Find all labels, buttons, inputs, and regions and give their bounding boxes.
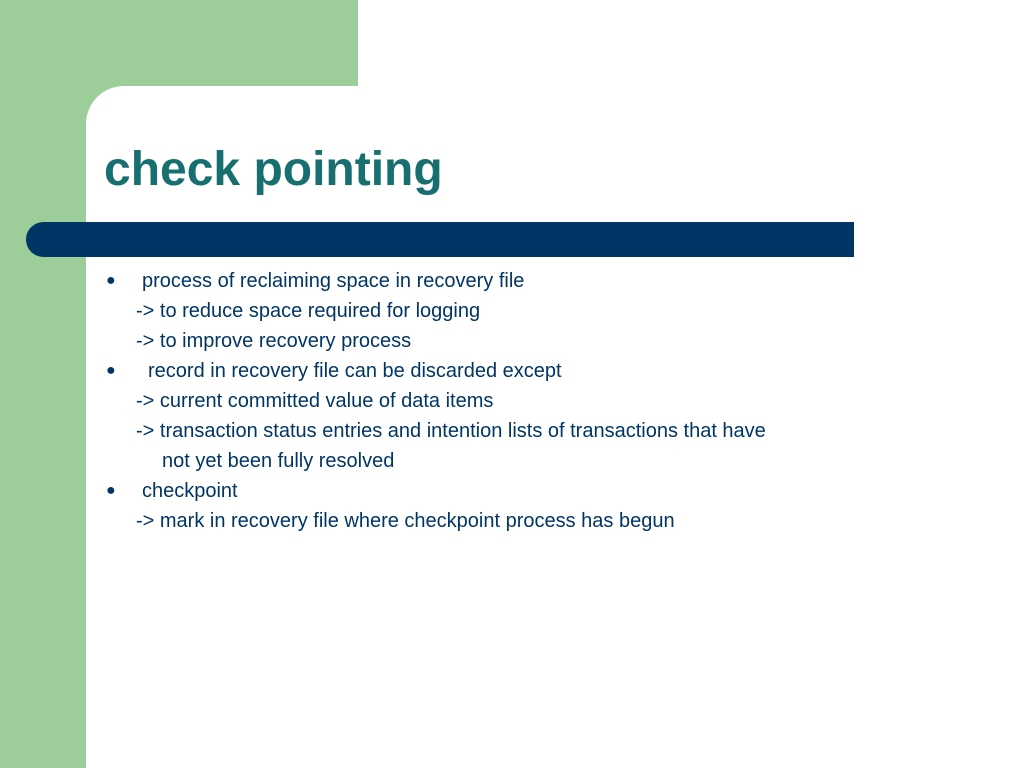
- sub-item-text: -> to reduce space required for logging: [136, 300, 481, 322]
- bullet-text: checkpoint: [142, 480, 238, 502]
- sub-item: [104, 326, 1004, 356]
- sub-item: [104, 416, 1004, 446]
- sub-item: [104, 386, 1004, 416]
- sub-item: [104, 506, 1004, 536]
- bullet-dot-icon: ●: [106, 272, 116, 289]
- sub-item-text: -> transaction status entries and intention lists of transactions that have: [136, 420, 766, 442]
- sub-item-continuation: [104, 446, 1004, 476]
- bullet-text: process of reclaiming space in recovery file: [142, 270, 525, 292]
- bullet-item: [104, 266, 1004, 296]
- bullet-dot-icon: ●: [106, 362, 116, 379]
- bullet-item: [104, 356, 1004, 386]
- sub-item-text: -> current committed value of data items: [136, 390, 494, 412]
- bullet-item: [104, 476, 1004, 506]
- sub-item-text: -> mark in recovery file where checkpoint process has begun: [136, 510, 675, 532]
- sub-item: [104, 296, 1004, 326]
- bullet-dot-icon: ●: [106, 482, 116, 499]
- slide-title: check pointing: [104, 143, 443, 196]
- title-underline-bar: [26, 222, 854, 257]
- bullet-text: record in recovery file can be discarded except: [148, 360, 562, 382]
- sub-item-continuation-text: not yet been fully resolved: [162, 450, 395, 472]
- slide-body: [104, 266, 1004, 536]
- sub-item-text: -> to improve recovery process: [136, 330, 412, 352]
